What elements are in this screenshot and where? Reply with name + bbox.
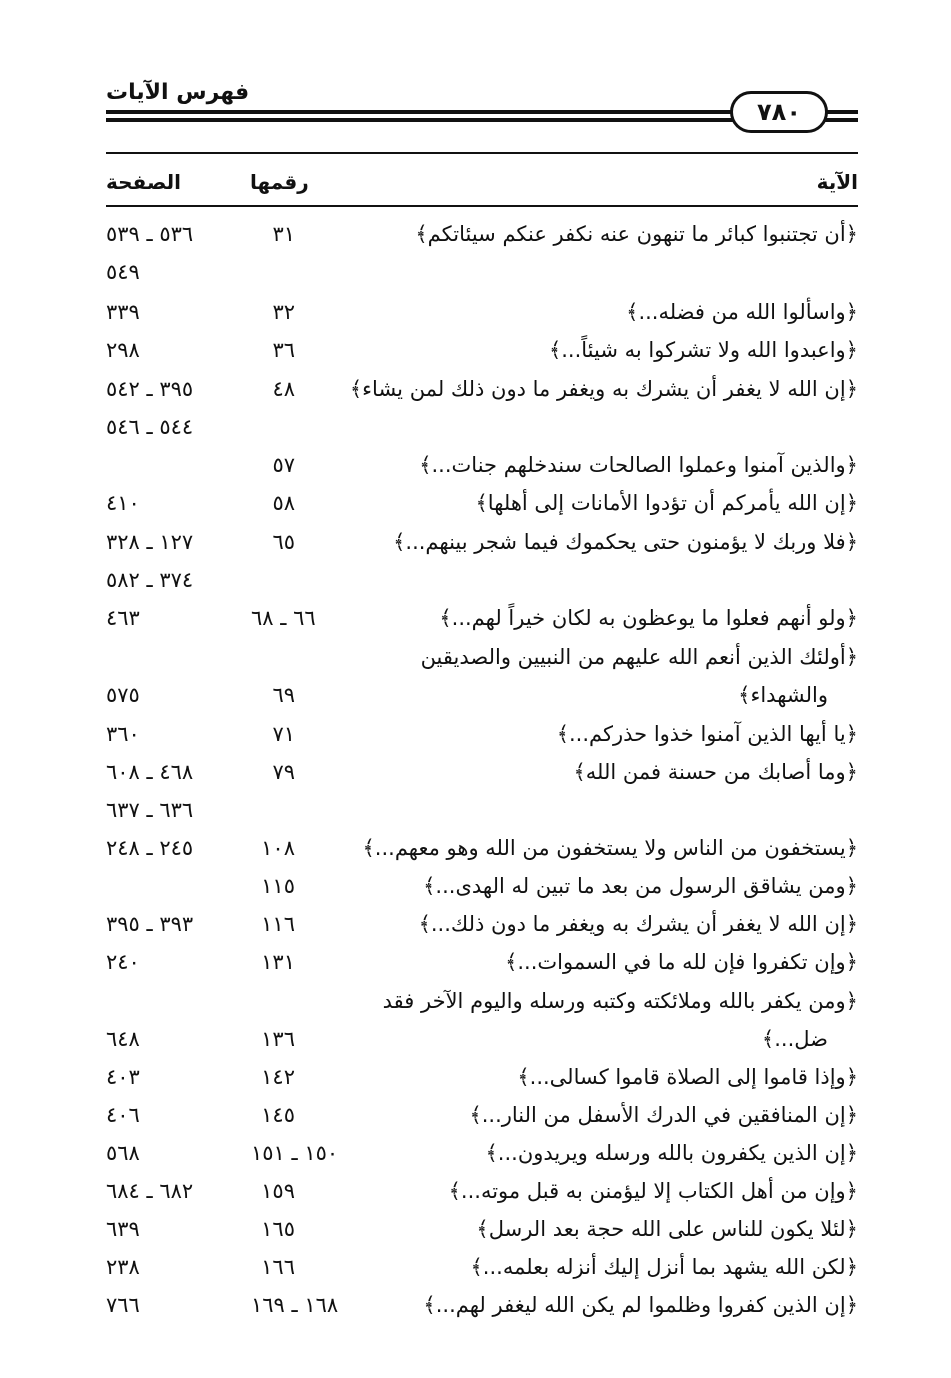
verse-text: ضل...﴾ — [761, 1027, 828, 1051]
verse-text: ﴿إن المنافقين في الدرك الأسفل من النار...﴾ — [469, 1103, 858, 1127]
table-row — [106, 338, 858, 376]
verse-number: ١٤٢ — [261, 1065, 295, 1089]
page-reference: ٣٩٥ ـ ٥٤٢ — [106, 377, 194, 401]
verse-number: ٣١ — [272, 222, 295, 246]
table-row — [106, 1065, 858, 1103]
column-header-verse: الآية — [816, 170, 858, 194]
verse-number: ١٦٨ ـ ١٦٩ — [251, 1293, 339, 1317]
table-row — [106, 260, 858, 298]
table-header-rule — [106, 205, 858, 207]
verse-number: ١٤٥ — [261, 1103, 295, 1127]
table-row — [106, 760, 858, 798]
verse-text: ﴿لئلا يكون للناس على الله حجة بعد الرسل﴾ — [476, 1217, 858, 1241]
page-reference: ٥٣٦ ـ ٥٣٩ — [106, 222, 194, 246]
verse-text: والشهداء﴾ — [738, 683, 828, 707]
verse-text: ﴿إن الله لا يغفر أن يشرك به ويغفر ما دون ذلك...﴾ — [418, 912, 858, 936]
table-row — [106, 377, 858, 415]
table-row — [106, 1217, 858, 1255]
page-reference: ٥٧٥ — [106, 683, 140, 707]
verse-text: ﴿يستخفون من الناس ولا يستخفون من الله وهو معهم...﴾ — [362, 836, 858, 860]
page-reference: ٧٦٦ — [106, 1293, 140, 1317]
verse-text: ﴿ومن يشاقق الرسول من بعد ما تبين له الهدى...﴾ — [423, 874, 858, 898]
verse-number: ١٠٨ — [261, 836, 295, 860]
table-row — [106, 683, 858, 721]
verse-number: ٣٦ — [272, 338, 295, 362]
verse-number: ١٥٩ — [261, 1179, 295, 1203]
table-row — [106, 491, 858, 529]
page-reference: ٦٣٩ — [106, 1217, 140, 1241]
verse-number: ٦٥ — [272, 530, 295, 554]
verse-number: ١٦٥ — [261, 1217, 295, 1241]
page-reference: ٣٧٤ ـ ٥٨٢ — [106, 568, 194, 592]
page-reference: ٦٣٦ ـ ٦٣٧ — [106, 798, 194, 822]
header-rule — [106, 118, 734, 122]
verse-text: ﴿لكن الله يشهد بما أنزل إليك أنزله بعلمه...﴾ — [470, 1255, 858, 1279]
table-row — [106, 836, 858, 874]
page-reference: ٤٠٦ — [106, 1103, 140, 1127]
table-row — [106, 645, 858, 683]
table-row — [106, 1103, 858, 1141]
table-row — [106, 950, 858, 988]
column-header-number: رقمها — [250, 170, 309, 194]
verse-number: ١٥٠ ـ ١٥١ — [251, 1141, 339, 1165]
verse-text: ﴿وما أصابك من حسنة فمن الله﴾ — [573, 760, 858, 784]
verse-text: ﴿وإن من أهل الكتاب إلا ليؤمنن به قبل موته...﴾ — [448, 1179, 858, 1203]
table-row — [106, 568, 858, 606]
table-row — [106, 1255, 858, 1293]
verse-number: ٥٨ — [272, 491, 295, 515]
verse-text: ﴿إن الله يأمركم أن تؤدوا الأمانات إلى أهلها﴾ — [475, 491, 858, 515]
verse-text: ﴿أولئك الذين أنعم الله عليهم من النبيين والصديقين — [420, 645, 858, 669]
table-row — [106, 606, 858, 644]
page-reference: ٥٦٨ — [106, 1141, 140, 1165]
table-row — [106, 415, 858, 453]
verse-text: ﴿أن تجتنبوا كبائر ما تنهون عنه نكفر عنكم سيئاتكم﴾ — [415, 222, 858, 246]
page-reference: ٥٤٤ ـ ٥٤٦ — [106, 415, 194, 439]
page-reference: ٢٤٠ — [106, 950, 140, 974]
table-row — [106, 874, 858, 912]
verse-number: ١٣٦ — [261, 1027, 295, 1051]
verse-text: ﴿وإن تكفروا فإن لله ما في السموات...﴾ — [505, 950, 858, 974]
table-row — [106, 722, 858, 760]
verse-number: ١٦٦ — [261, 1255, 295, 1279]
table-row — [106, 222, 858, 260]
table-row — [106, 912, 858, 950]
verse-text: ﴿فلا وربك لا يؤمنون حتى يحكموك فيما شجر بينهم...﴾ — [393, 530, 858, 554]
table-row — [106, 453, 858, 491]
verse-text: ﴿يا أيها الذين آمنوا خذوا حذركم...﴾ — [556, 722, 858, 746]
table-row — [106, 798, 858, 836]
verse-text: ﴿والذين آمنوا وعملوا الصالحات سندخلهم جنات...﴾ — [419, 453, 858, 477]
table-row — [106, 1179, 858, 1217]
verse-text: ﴿وإذا قاموا إلى الصلاة قاموا كسالى...﴾ — [517, 1065, 858, 1089]
page-reference: ٤٦٣ — [106, 606, 140, 630]
verse-text: ﴿إن الذين يكفرون بالله ورسله ويريدون...﴾ — [485, 1141, 858, 1165]
page-reference: ٣٩٣ ـ ٣٩٥ — [106, 912, 194, 936]
table-row — [106, 1027, 858, 1065]
table-row — [106, 1293, 858, 1331]
page-reference: ٣٦٠ — [106, 722, 140, 746]
verse-number: ٣٢ — [272, 300, 295, 324]
verse-number: ٦٩ — [272, 683, 295, 707]
verse-text: ﴿إن الذين كفروا وظلموا لم يكن الله ليغفر لهم...﴾ — [423, 1293, 858, 1317]
table-row — [106, 989, 858, 1027]
page-reference: ٦٨٢ ـ ٦٨٤ — [106, 1179, 194, 1203]
verse-number: ١١٦ — [261, 912, 295, 936]
verse-number: ١١٥ — [261, 874, 295, 898]
verse-text: ﴿ولو أنهم فعلوا ما يوعظون به لكان خيراً لهم...﴾ — [439, 606, 858, 630]
verse-text: ﴿واسألوا الله من فضله...﴾ — [626, 300, 858, 324]
page-reference: ١٢٧ ـ ٣٢٨ — [106, 530, 194, 554]
verse-number: ٤٨ — [272, 377, 295, 401]
page-reference: ٢٤٥ ـ ٢٤٨ — [106, 836, 194, 860]
page-reference: ٢٣٨ — [106, 1255, 140, 1279]
table-row — [106, 1141, 858, 1179]
header-rule — [106, 110, 734, 114]
verse-number: ٧١ — [272, 722, 295, 746]
column-header-page: الصفحة — [106, 170, 182, 194]
verse-text: ﴿ومن يكفر بالله وملائكته وكتبه ورسله واليوم الآخر فقد — [382, 989, 858, 1013]
page-reference: ٤٠٣ — [106, 1065, 140, 1089]
table-top-rule — [106, 152, 858, 154]
verse-number: ٥٧ — [272, 453, 295, 477]
verse-number: ٧٩ — [272, 760, 295, 784]
page-reference: ٤٦٨ ـ ٦٠٨ — [106, 760, 194, 784]
page-reference: ٥٤٩ — [106, 260, 140, 284]
verse-text: ﴿إن الله لا يغفر أن يشرك به ويغفر ما دون ذلك لمن يشاء﴾ — [349, 377, 858, 401]
table-row — [106, 530, 858, 568]
page-number-badge: ٧٨٠ — [730, 91, 828, 133]
verse-number: ١٣١ — [261, 950, 295, 974]
page-reference: ٦٤٨ — [106, 1027, 140, 1051]
page-reference: ٢٩٨ — [106, 338, 140, 362]
verse-text: ﴿واعبدوا الله ولا تشركوا به شيئاً...﴾ — [548, 338, 858, 362]
index-title: فهرس الآيات — [106, 80, 250, 105]
page-reference: ٣٣٩ — [106, 300, 140, 324]
page-reference: ٤١٠ — [106, 491, 140, 515]
table-row — [106, 300, 858, 338]
verse-number: ٦٦ ـ ٦٨ — [251, 606, 316, 630]
header-rule — [822, 118, 858, 122]
